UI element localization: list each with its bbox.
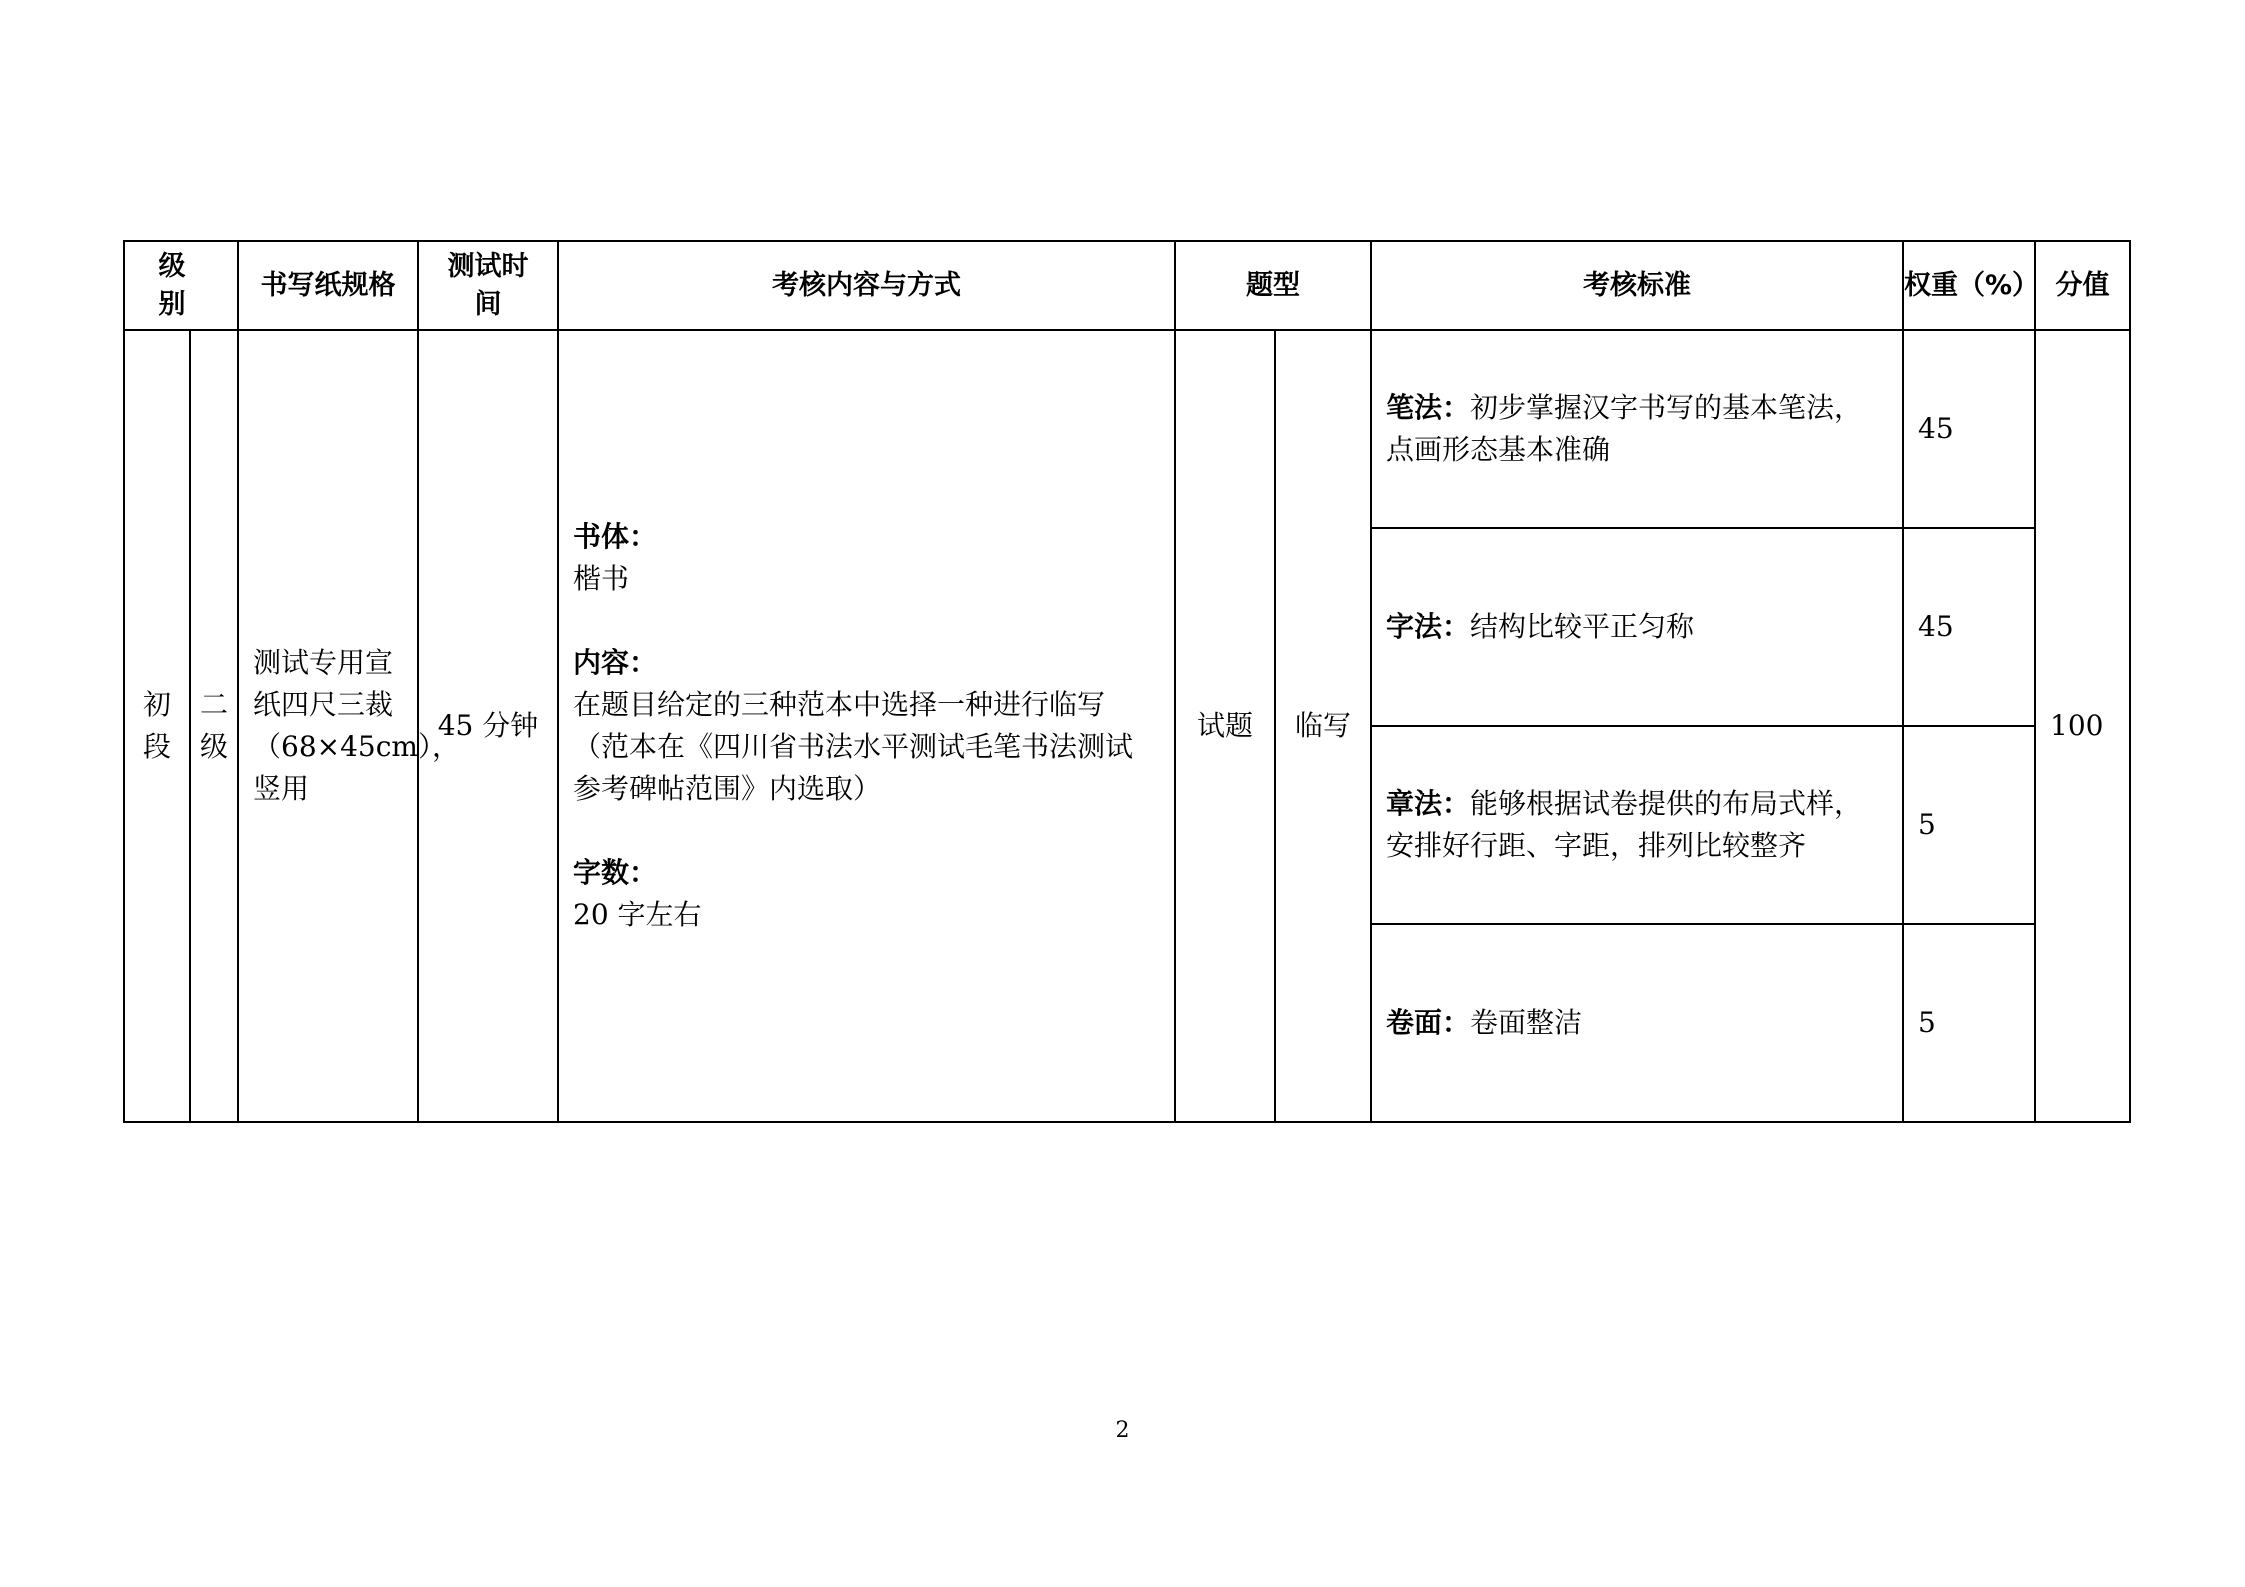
criteria-key: 字法： [1386,610,1471,643]
weight-cell: 5 [1903,726,2035,924]
method-value-script: 楷书 [573,562,630,595]
header-method: 考核内容与方式 [558,241,1175,330]
criteria-text: 结构比较平正匀称 [1470,610,1695,643]
header-time: 测试时间 [418,241,558,330]
weight-cell: 45 [1903,528,2035,726]
criteria-text: 卷面整洁 [1470,1006,1583,1039]
header-level [124,241,238,330]
header-level-text: 级 别 [158,250,204,320]
method-value-content: 在题目给定的三种范本中选择一种进行临写（范本在《四川省书法水平测试毛笔书法测试参考碑帖范围》内选取） [573,688,1134,805]
type-category-cell: 试题 [1175,330,1275,1122]
type-name-cell: 临写 [1275,330,1371,1122]
criteria-key: 章法： [1386,787,1471,820]
criteria-layout [1371,726,1903,924]
grade-cell [190,330,238,1122]
criteria-stroke [1371,330,1903,528]
header-criteria: 考核标准 [1371,241,1903,330]
criteria-text: 初步掌握汉字书写的基本笔法，点画形态基本准确 [1386,391,1863,466]
criteria-structure [1371,528,1903,726]
method-value-count: 20 字左右 [573,898,702,931]
stage-char-2: 段 [142,730,171,763]
criteria-key: 笔法： [1386,391,1471,424]
criteria-text: 能够根据试卷提供的布局式样，安排好行距、字距，排列比较整齐 [1386,787,1863,862]
grade-char-1: 二 [199,688,228,721]
method-label-script: 书体： [573,520,658,553]
header-row [124,241,2130,330]
score-cell: 100 [2035,330,2130,1122]
test-time-cell: 45 分钟 [418,330,558,1122]
page-number: 2 [1115,1418,1130,1443]
method-label-content: 内容： [573,646,658,679]
header-weight: 权重（%） [1903,241,2035,330]
stage-char-1: 初 [142,688,171,721]
assessment-table [123,240,2131,1123]
criteria-neatness [1371,924,1903,1122]
weight-cell: 45 [1903,330,2035,528]
header-score: 分值 [2035,241,2130,330]
grade-char-2: 级 [199,730,228,763]
weight-cell: 5 [1903,924,2035,1122]
paper-spec-cell: 测试专用宣纸四尺三裁（68×45cm），竖用 [238,330,418,1122]
stage-cell [124,330,190,1122]
table-row [124,330,2130,528]
criteria-key: 卷面： [1386,1006,1471,1039]
header-type: 题型 [1175,241,1371,330]
method-cell [558,330,1175,1122]
method-label-count: 字数： [573,856,658,889]
header-paper: 书写纸规格 [238,241,418,330]
